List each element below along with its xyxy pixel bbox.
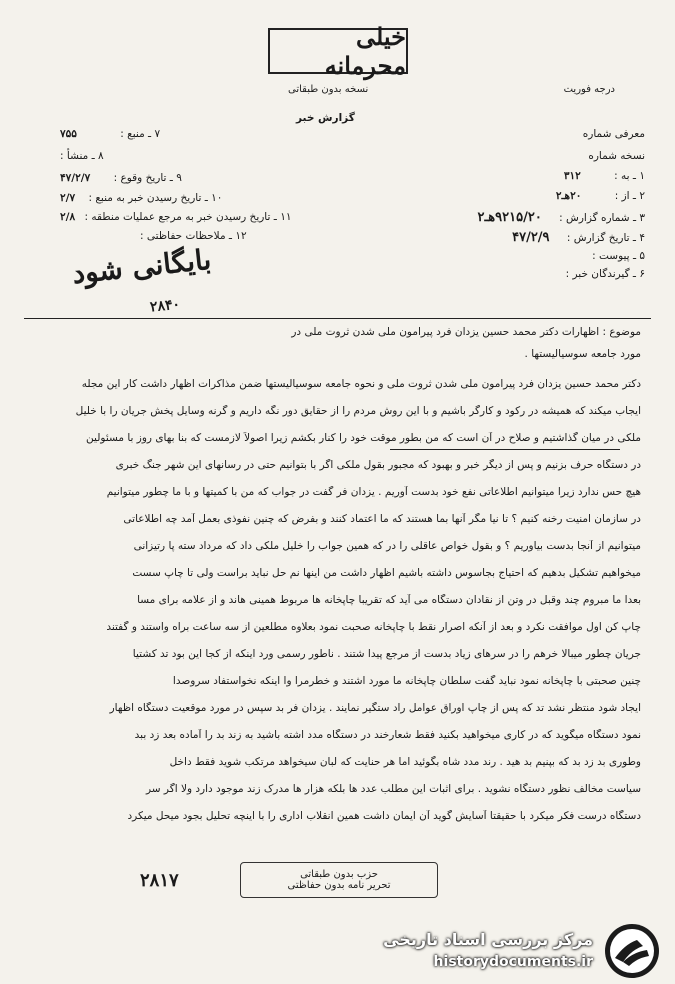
field-label: ۴ ـ تاریخ گزارش : [566, 232, 645, 244]
body-line: بعدا ما مبروم چند وقبل در وتن از نقادان دستگاه می آید که تقریبا چاپخانه ها مربوط همینی هاند و از علامه برای مسا [137, 594, 641, 606]
page-number: ۲۸۱۷ [140, 870, 179, 891]
urgency-label: درجه فوریت [563, 84, 615, 95]
watermark-site: historydocuments.ir [433, 954, 593, 970]
field-value: ۴۷/۲/۷ [60, 172, 91, 184]
field-label: ۲ ـ از : [614, 190, 645, 202]
subject-line-1 [291, 326, 641, 338]
body-line: سیاست مخالف نظور دستگاه نشوید . برای اثبات این مطلب عدد ها بلکه هزار ها مدرک زند موجود دارد ولا اگر سر [145, 783, 641, 795]
footer-stamp-line2: تحریر نامه بدون حفاظتی [287, 880, 391, 891]
field-label: ۵ ـ پیوست : [592, 250, 645, 262]
field-recipients [566, 268, 645, 280]
field-from [556, 190, 645, 202]
body-line: چنین صحبتی با چاپخانه نمود نباید گفت سلطان چاپخانه ما مورد اشتند و خطرمرا وا اینکه نخواستفاد سروصدا [172, 675, 641, 687]
field-value: ۲۰هـ۲ [555, 190, 582, 202]
body-line: وطوری بد زد بد که بپنیم بد هید . رند مدد شاه بگوئید اما هر حنایت که لبان سیخواهد مرتکب شوید فقط داخل [169, 756, 641, 768]
field-source [60, 128, 160, 140]
report-title: گزارش خبر [296, 112, 355, 124]
footer-stamp [240, 862, 438, 898]
field-label: ۶ ـ گیرندگان خبر : [565, 268, 645, 280]
field-intro-number [583, 128, 645, 140]
field-label: ۹ ـ تاریخ وقوع : [113, 172, 182, 184]
field-label: ۱۱ ـ تاریخ رسیدن خبر به مرجع عملیات منطقه : [84, 211, 292, 223]
divider [24, 318, 651, 319]
field-value: ۴۷/۲/۹ [512, 230, 550, 245]
body-line: میخواهیم تشکیل بدهیم که احتیاج بجاسوس داشته باشیم اظهار داشت من اینها نم حل نباید براست ولی تا چاپ سست [132, 567, 641, 579]
archive-number: ۲۸۴۰ [149, 296, 181, 316]
footer-stamp-line1: حزب بدون طبقاتی [300, 869, 378, 880]
field-attachment [592, 250, 645, 262]
body-line: دستگاه درست فکر میکرد با حقیقتا آسایش گوید آن ایمان داشت همین انقلاب اداری را با اینچه تحلیل بجود میحل میکرد [127, 810, 641, 822]
field-label: ۱۲ ـ ملاحظات حفاظتی : [140, 230, 247, 242]
archive-note: بایگانی شود [70, 242, 213, 291]
body-line: نمود دستگاه میگوید که در کاری میخواهید بکنید فقط شعارخند در دستگاه مدد اشته باشید به زند بد را آماده بعد زد ببد [134, 729, 641, 741]
field-label: ۱۰ ـ تاریخ رسیدن خبر به منبع : [88, 192, 223, 204]
field-report-date [512, 230, 645, 245]
field-received-source [60, 192, 222, 204]
body-line: جریان چطور میبالا خرهم را در سرهای زیاد بدست از مرجع پیدا شتند . ناطور رسمی ورد اینکه از کجا این بود تد کشتیا [132, 648, 641, 660]
body-line: در دستگاه حرف بزنیم و پس از دیگر خبر و بهبود که مجبور بقول ملکی اگر با بتوانیم حتی در رسانهای این شهر جنگ خبری [115, 459, 641, 471]
field-event-date [60, 172, 182, 184]
book-logo-icon [603, 922, 661, 980]
body-line: چاپ کن اول موافقت نکرد و بعد از آنکه اصرار نقط با چاپخانه صحبت نمود بعلاوه مطلعین از سه ساعت براه واستند و گفتند [106, 621, 641, 633]
field-origin [60, 150, 104, 162]
field-label: معرفی شماره [582, 128, 645, 140]
field-copy-number [588, 150, 645, 162]
field-to [564, 170, 645, 182]
subject-label: موضوع : [602, 326, 641, 338]
body-line: ایجاد شود منتظر نشد تد که پس از چاپ اوراق عوامل راد ستگیر نمایند . یزدان فر بد سپس در مورد موقعیت دستگاه اظهار [109, 702, 641, 714]
hand-underline [390, 449, 620, 450]
field-label: ۳ ـ شماره گزارش : [559, 212, 645, 224]
classification-stamp [268, 22, 408, 80]
field-label: ۱ ـ به : [614, 170, 645, 182]
field-label: ۸ ـ منشأ : [60, 150, 104, 162]
subject-line-2: مورد جامعه سوسیالیستها . [524, 348, 641, 360]
subject-text: اظهارات دکتر محمد حسین یزدان فرد پیرامون ملی شدن ثروت ملی در [291, 326, 600, 338]
body-line: دکتر محمد حسین یزدان فرد پیرامون ملی شدن ثروت ملی و نحوه جامعه سوسیالیستها ضمن مذاکرات اظهار داشت کار این مجله [81, 378, 641, 390]
field-value: ۳۱۲ [563, 170, 581, 182]
stamp-subtitle: نسخه بدون طبقاتی [288, 84, 369, 95]
body-line: ایجاب میکند که همیشه در رکود و کارگر باشیم و با این روش مردم را از حقایق دور نگه داریم و گرنه وسایل پخش جریان را با خلیل [75, 405, 641, 417]
body-line: میتوانیم از آنجا بدست بیاوریم ؟ و بقول خواص عاقلی را در که همین جواب را خلیل ملکی داد که مرداد سته پا رتیزانی [133, 540, 641, 552]
watermark [0, 918, 675, 984]
field-label: نسخه شماره [588, 150, 645, 162]
field-value: ۲/۸ [60, 211, 76, 223]
body-line: در سازمان امنیت رخنه کنیم ؟ تا نیا مگر آنها بما هستند که ما اعتماد کنند و بفرض که چنین نفوذی بعمل آمد چه اطلاعاتی [123, 513, 641, 525]
field-label: ۷ ـ منبع : [120, 128, 161, 140]
field-value: ۲/۷ [60, 192, 76, 204]
field-received-ops [60, 211, 291, 223]
field-report-number [478, 210, 646, 225]
field-value: ۹۲۱۵/۲۰هـ۲ [477, 210, 542, 225]
field-protection-notes [140, 230, 247, 242]
field-value: ۷۵۵ [60, 128, 77, 140]
body-line: هیچ حس ندارد زیرا میتوانیم اطلاعاتی نفع خود بدست آوریم . یزدان فر گفت در جواب که من با کمیتها و با ما چطور میتوانیم [106, 486, 641, 498]
watermark-title: مرکز بررسی اسناد تاریخی [383, 930, 593, 949]
classification-text: خیلی محرمانه [324, 22, 406, 80]
body-line: ملکی در میان گذاشتیم و صلاح در آن است که من بطور موقت خود را کنار بکشم زیرا اصولاً لازمست که بنا بهای روز با مسئولین [86, 432, 641, 444]
